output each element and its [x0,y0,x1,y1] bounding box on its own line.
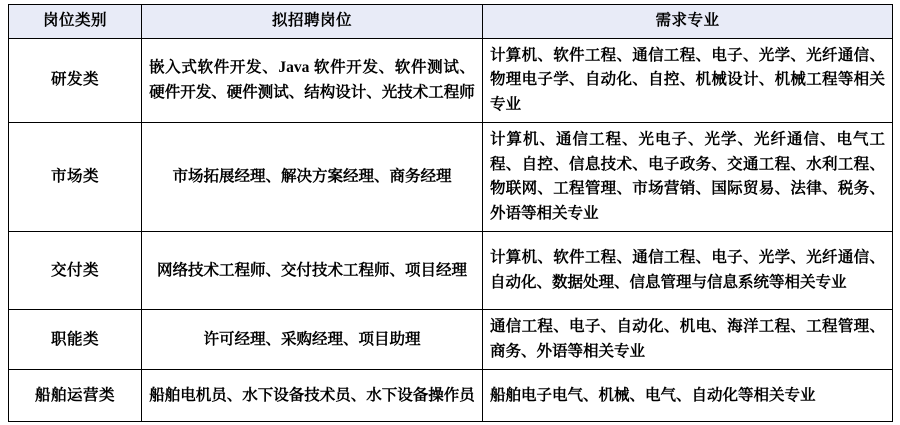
cell-posts-text: 市场拓展经理、解决方案经理、商务经理 [172,168,452,186]
cell-majors-text: 船舶电子电气、机械、电气、自动化等相关专业 [490,386,816,404]
table-row [9,370,893,422]
cell-category: 职能类 [9,310,142,370]
cell-majors-text: 计算机、软件工程、通信工程、电子、光学、光纤通信、物理电子学、自动化、自控、机械设计、机械工程等相关专业 [490,47,885,113]
cell-majors [483,370,893,422]
cell-majors [483,310,893,370]
cell-majors-text: 计算机、软件工程、通信工程、电子、光学、光纤通信、自动化、数据处理、信息管理与信息系统等相关专业 [490,249,885,291]
cell-majors [483,39,893,123]
table-row [9,310,893,370]
table-body [9,39,893,422]
table-row [9,123,893,232]
cell-posts [142,232,483,310]
cell-category: 船舶运营类 [9,370,142,422]
cell-posts [142,39,483,123]
cell-category: 交付类 [9,232,142,310]
cell-posts-text: 许可经理、采购经理、项目助理 [203,330,421,348]
cell-posts [142,310,483,370]
table-row [9,39,893,123]
cell-posts-text: 船舶电机员、水下设备技术员、水下设备操作员 [149,386,475,404]
recruitment-table [8,4,893,422]
cell-majors [483,232,893,310]
column-header-majors: 需求专业 [483,5,893,39]
table-row [9,232,893,310]
cell-posts [142,370,483,422]
column-header-posts: 拟招聘岗位 [142,5,483,39]
cell-majors-text: 计算机、通信工程、光电子、光学、光纤通信、电气工程、自控、信息技术、电子政务、交通工程、水利工程、物联网、工程管理、市场营销、国际贸易、法律、税务、外语等相关专业 [490,131,885,222]
cell-posts-text: 网络技术工程师、交付技术工程师、项目经理 [156,261,467,279]
cell-category: 研发类 [9,39,142,123]
cell-category: 市场类 [9,123,142,232]
table-header [9,5,893,39]
column-header-category: 岗位类别 [9,5,142,39]
cell-majors [483,123,893,232]
table-header-row [9,5,893,39]
cell-majors-text: 通信工程、电子、自动化、机电、海洋工程、工程管理、商务、外语等相关专业 [490,318,885,360]
cell-posts-text: 嵌入式软件开发、Java 软件开发、软件测试、硬件开发、硬件测试、结构设计、光技术工程师 [149,59,475,101]
cell-posts [142,123,483,232]
